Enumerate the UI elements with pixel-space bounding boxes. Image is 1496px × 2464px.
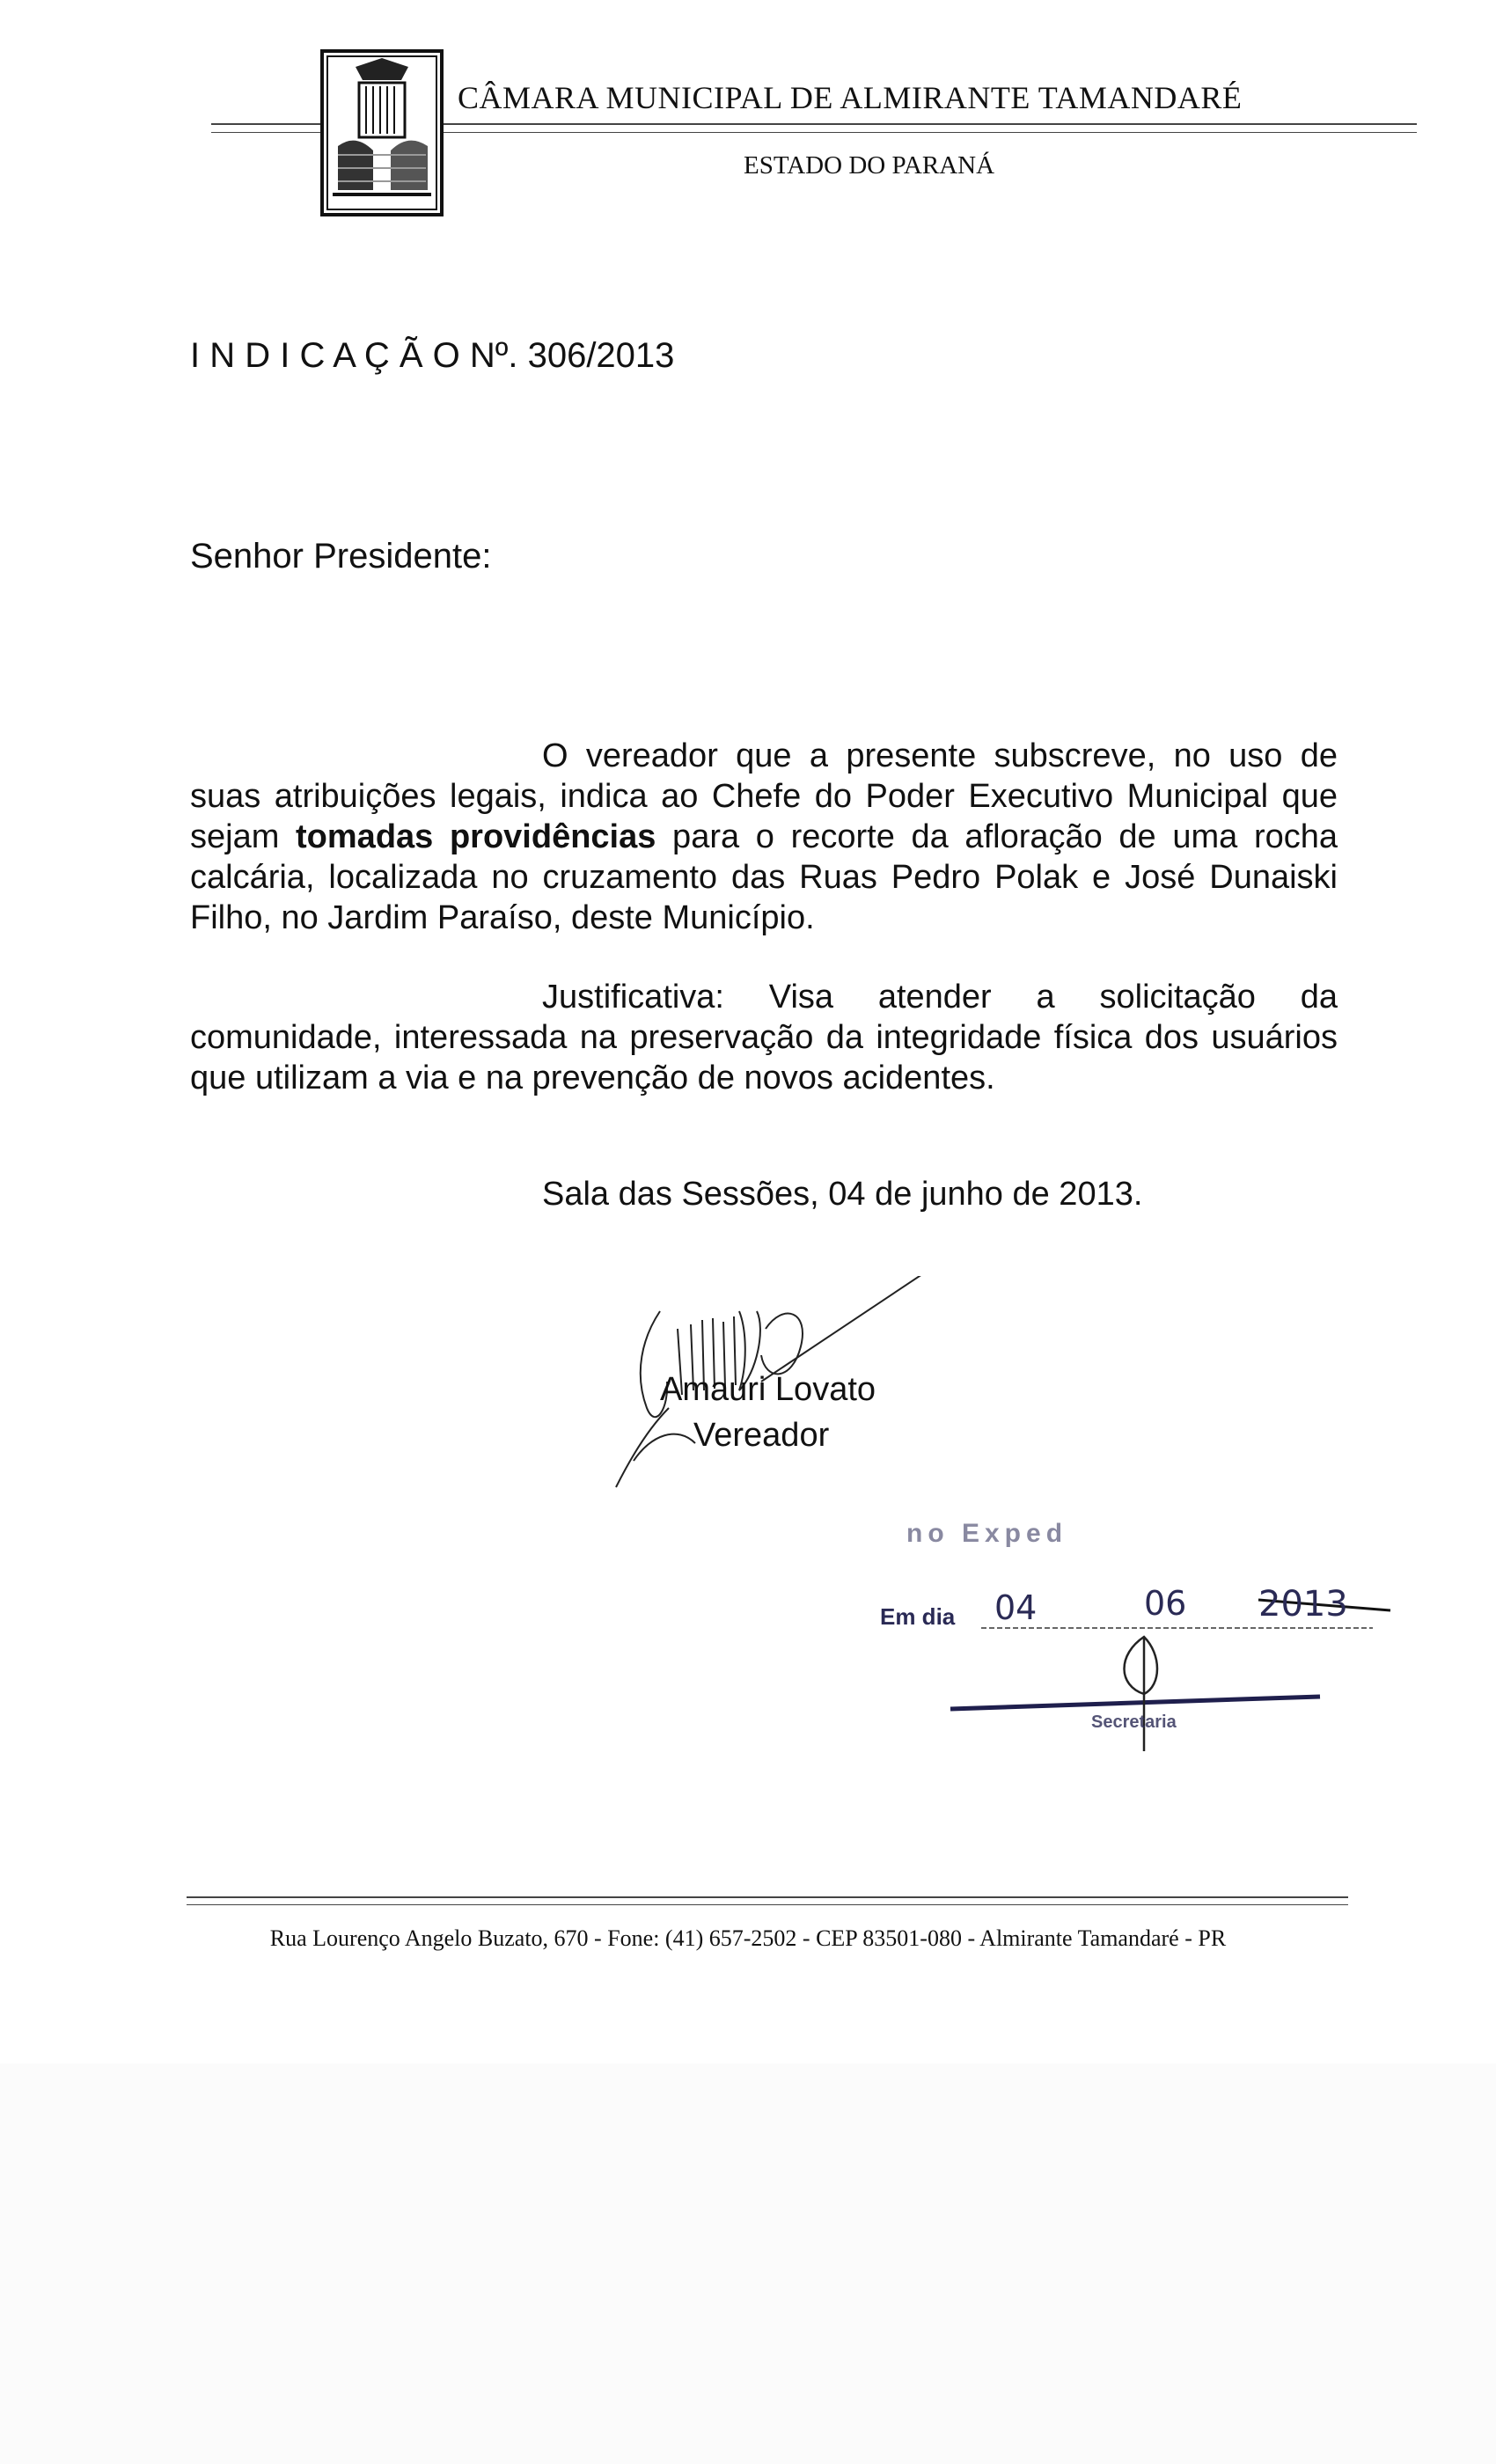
paragraph1-bold-text: tomadas providências — [296, 818, 656, 855]
signer-name: Amauri Lovato — [660, 1371, 876, 1408]
indication-paragraph — [190, 736, 1338, 938]
footer-rule-bottom — [187, 1904, 1348, 1905]
stamp-day: 04 — [994, 1588, 1038, 1627]
organization-name: CÂMARA MUNICIPAL DE ALMIRANTE TAMANDARÉ — [458, 80, 1243, 115]
blank-lower-area — [0, 2064, 1496, 2464]
paragraph1-text-end: para o recorte da afloração de uma rocha calcária, localizada no cruzamento das Ruas Pedro Polak e José Dunaiski Filho, no Jardim Paraíso, deste Município. — [190, 818, 1338, 936]
stamp-expedition-text: no Exped — [906, 1519, 1068, 1548]
salutation: Senhor Presidente: — [190, 537, 492, 576]
stamp-month: 06 — [1144, 1584, 1187, 1623]
coat-of-arms-logo — [320, 49, 444, 216]
paragraph1-text-start: O vereador que a presente subscreve, no uso de suas atribuições legais, indica ao Chefe do Poder Executivo Municipal que sejam — [190, 737, 1338, 855]
state-name: ESTADO DO PARANÁ — [744, 151, 995, 180]
footer-rule-top — [187, 1896, 1348, 1898]
justification-paragraph: Justificativa: Visa atender a solicitação da comunidade, interessada na preservação da integridade física dos usuários que utilizam a via e na prevenção de novos acidentes. — [190, 979, 1338, 1096]
stamp-role: Secretaria — [1091, 1712, 1177, 1732]
closing-line: Sala das Sessões, 04 de junho de 2013. — [542, 1176, 1143, 1213]
stamp-year: 2013 — [1258, 1584, 1348, 1624]
footer-address: Rua Lourenço Angelo Buzato, 670 - Fone: (41) 657-2502 - CEP 83501-080 - Almirante Tamandaré - PR — [269, 1925, 1227, 1951]
indication-number: I N D I C A Ç Ã O Nº. 306/2013 — [190, 336, 675, 375]
filing-stamp — [880, 1505, 1408, 1760]
signer-role: Vereador — [693, 1417, 830, 1454]
stamp-date-label: Em dia — [880, 1603, 956, 1630]
